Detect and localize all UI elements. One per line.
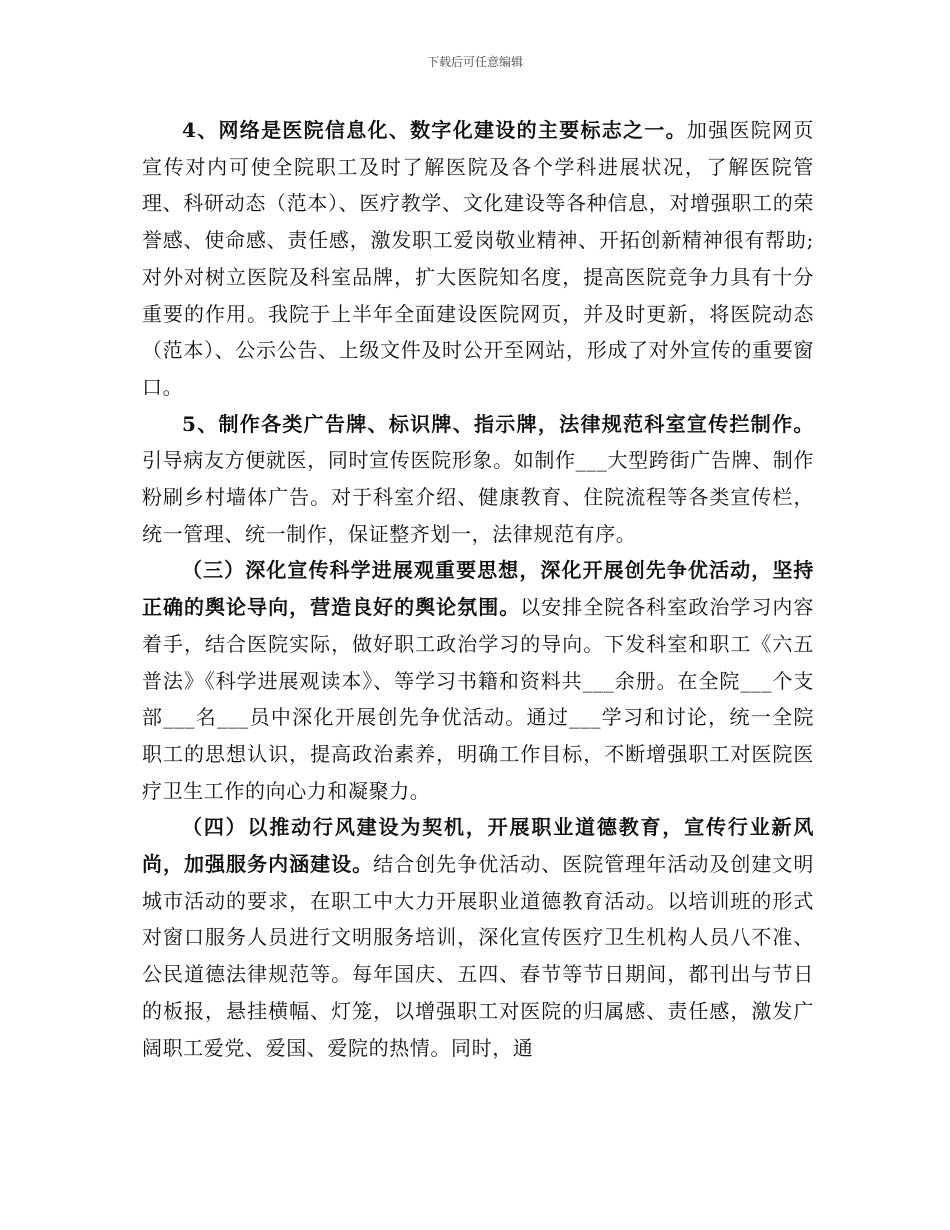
paragraph-heading: 5、制作各类广告牌、标识牌、指示牌，法律规范科室宣传拦制作。 bbox=[182, 411, 814, 436]
paragraph-text: 以安排全院各科室政治学习内容着手，结合医院实际，做好职工政治学习的导向。下发科室和职工《六五普法》《科学进展观读本》、等学习书籍和资料共___余册。在全院___个支部___名___员中深化开展创先争优活动。通过___学习和讨论，统一全院职工的思想认识，提高政治素养，明确工作目标，不断增强职工对医院医疗卫生工作的向心力和凝聚力。 bbox=[142, 595, 814, 803]
page-header: 下载后可任意编辑 bbox=[426, 55, 523, 69]
paragraph-network bbox=[142, 112, 814, 406]
document-body bbox=[142, 112, 814, 1066]
paragraph-text: 引导病友方便就医，同时宣传医院形象。如制作___大型跨街广告牌、制作粉刷乡村墙体广告。对于科室介绍、健康教育、住院流程等各类宣传栏，统一管理、统一制作，保证整齐划一，法律规范有序。 bbox=[142, 448, 814, 546]
paragraph-section-three bbox=[142, 552, 814, 809]
paragraph-heading: 4、网络是医院信息化、数字化建设的主要标志之一。 bbox=[182, 118, 687, 142]
section-heading: （四）以推动行风建设为契机，开展职业道德教育，宣传行业新风尚，加强服务内涵建设。 bbox=[142, 815, 814, 877]
section-heading: （三）深化宣传科学进展观重要思想，深化开展创先争优活动，坚持正确的舆论导向，营造良好的舆论氛围。 bbox=[142, 558, 814, 620]
paragraph-signage bbox=[142, 406, 814, 553]
paragraph-text: 结合创先争优活动、医院管理年活动及创建文明城市活动的要求，在职工中大力开展职业道德教育活动。以培训班的形式对窗口服务人员进行文明服务培训，深化宣传医疗卫生机构人员八不准、公民道德法律规范等。每年国庆、五四、春节等节日期间，都刊出与节日的板报，悬挂横幅、灯笼，以增强职工对医院的归属感、责任感，激发广阔职工爱党、爱国、爱院的热情。同时，通 bbox=[142, 852, 814, 1060]
paragraph-section-four bbox=[142, 809, 814, 1066]
paragraph-text: 加强医院网页宣传对内可使全院职工及时了解医院及各个学科进展状况，了解医院管理、科研动态（范本）、医疗教学、文化建设等各种信息，对增强职工的荣誉感、使命感、责任感，激发职工爱岗敬业精神、开拓创新精神很有帮助;对外对树立医院及科室品牌，扩大医院知名度，提高医院竞争力具有十分重要的作用。我院于上半年全面建设医院网页，并及时更新，将医院动态（范本）、公示公告、上级文件及时公开至网站，形成了对外宣传的重要窗口。 bbox=[142, 118, 814, 399]
